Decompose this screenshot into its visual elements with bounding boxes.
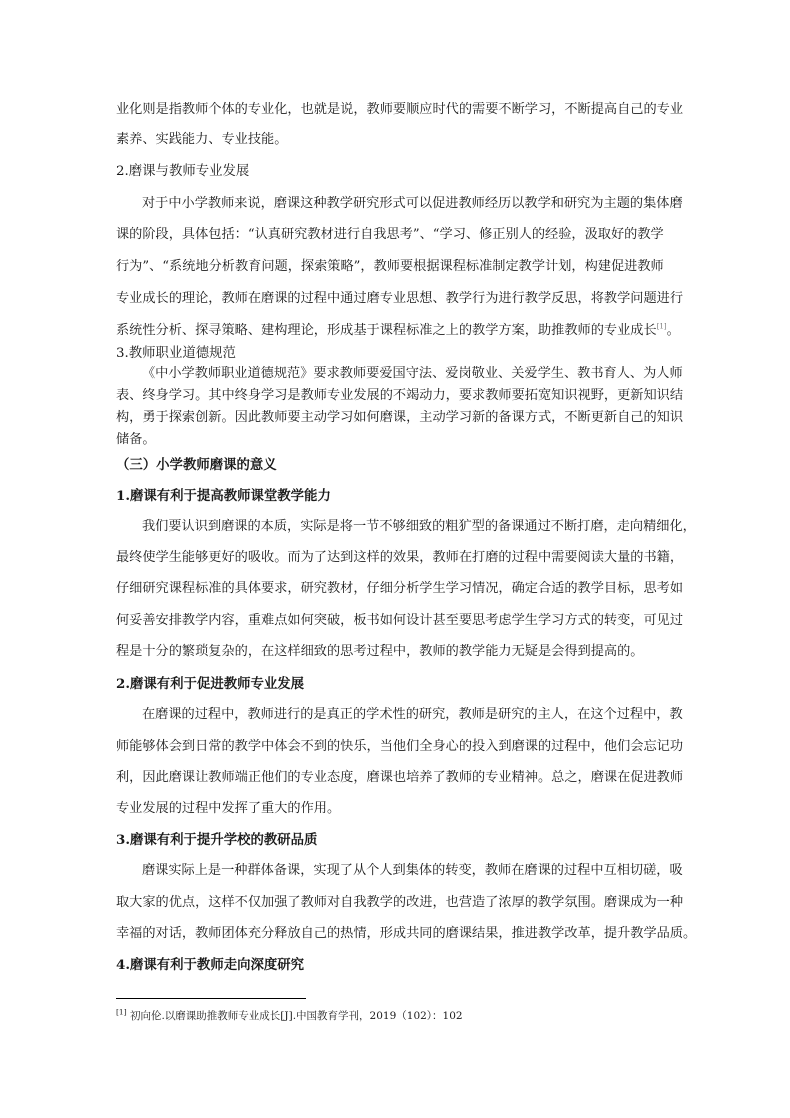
footnote (116, 1009, 463, 1023)
footnote-text: 初向伦.以磨课助推教师专业成长[J].中国教育学刊，2019（102）：102 (126, 1010, 463, 1022)
paragraph-line: 何妥善安排教学内容，重难点如何突破，板书如何设计甚至要思考虑学生学习方式的转变，可见过 (116, 613, 684, 628)
paragraph-line: 磨课实际上是一种群体备课，实现了从个人到集体的转变，教师在磨课的过程中互相切磋，吸 (142, 863, 683, 878)
paragraph-line: 程是十分的繁琐复杂的，在这样细致的思考过程中，教师的教学能力无疑是会得到提高的。 (116, 644, 644, 659)
paragraph-line: 课的阶段，具体包括：“认真研究教材进行自我思考”、“学习、修正别人的经验，汲取好的教学 (116, 227, 664, 242)
section-heading: 3.教师职业道德规范 (116, 346, 236, 361)
section-heading: 2.磨课与教师专业发展 (116, 164, 250, 179)
paragraph-line: 在磨课的过程中，教师进行的是真正的学术性的研究，教师是研究的主人，在这个过程中，教 (142, 707, 683, 722)
paragraph-line: 素养、实践能力、专业技能。 (116, 132, 288, 147)
paragraph-line: 构，勇于探索创新。因此教师要主动学习如何磨课，主动学习新的备课方式，不断更新自己的知识 (116, 410, 684, 425)
paragraph-line: 《中小学教师职业道德规范》要求教师要爱国守法、爱岗敬业、关爱学生、教书育人、为人师 (142, 366, 683, 381)
paragraph-line: 业化则是指教师个体的专业化，也就是说，教师要顺应时代的需要不断学习，不断提高自己的专业 (116, 102, 684, 117)
paragraph-line: 储备。 (116, 432, 156, 447)
paragraph-line: 专业成长的理论，教师在磨课的过程中通过磨专业思想、教学行为进行教学反思，将教学问题进行 (116, 291, 684, 306)
footnote-mark: [1] (116, 1007, 127, 1017)
paragraph-text: 。 (666, 323, 680, 338)
paragraph-line: 利，因此磨课让教师端正他们的专业态度，磨课也培养了教师的专业精神。总之，磨课在促进教师 (116, 770, 684, 785)
paragraph-line: 对于中小学教师来说，磨课这种教学研究形式可以促进教师经历以教学和研究为主题的集体磨 (142, 196, 683, 211)
paragraph-line: 师能够体会到日常的教学中体会不到的快乐，当他们全身心的投入到磨课的过程中，他们会忘记功 (116, 739, 684, 754)
paragraph-line: 取大家的优点，这样不仅加强了教师对自我教学的改进，也营造了浓厚的教学氛围。磨课成为一种 (116, 895, 684, 910)
footnote-separator (116, 998, 306, 999)
paragraph-line: 我们要认识到磨课的本质，实际是将一节不够细致的粗犷型的备课通过不断打磨，走向精细化， (142, 519, 696, 534)
paragraph-line: 表、终身学习。其中终身学习是教师专业发展的不竭动力，要求教师要拓宽知识视野，更新知识结 (116, 388, 684, 403)
paragraph-line: 最终使学生能够更好的吸收。而为了达到这样的效果，教师在打磨的过程中需要阅读大量的书籍， (116, 550, 684, 565)
paragraph-line: 仔细研究课程标准的具体要求，研究教材，仔细分析学生学习情况，确定合适的教学目标，思考如 (116, 581, 684, 596)
section-heading: 4.磨课有利于教师走向深度研究 (116, 957, 305, 973)
paragraph-line: 行为”、“系统地分析教育问题，探索策略”，教师要根据课程标准制定教学计划，构建促进教师 (116, 259, 664, 274)
section-heading: 2.磨课有利于促进教师专业发展 (116, 676, 305, 692)
section-heading: 3.磨课有利于提升学校的教研品质 (116, 832, 318, 848)
paragraph-text: 系统性分析、探寻策略、建构理论，形成基于课程标准之上的教学方案，助推教师的专业成长 (116, 323, 657, 338)
footnote-ref: [1] (656, 322, 667, 331)
paragraph-line: 幸福的对话，教师团体充分释放自己的热情，形成共同的磨课结果，推进教学改革，提升教学品质。 (116, 926, 697, 941)
section-heading: （三）小学教师磨课的意义 (116, 457, 277, 473)
paragraph-line: 专业发展的过程中发挥了重大的作用。 (116, 801, 341, 816)
section-heading: 1.磨课有利于提高教师课堂教学能力 (116, 488, 331, 504)
paragraph-line (116, 322, 716, 340)
